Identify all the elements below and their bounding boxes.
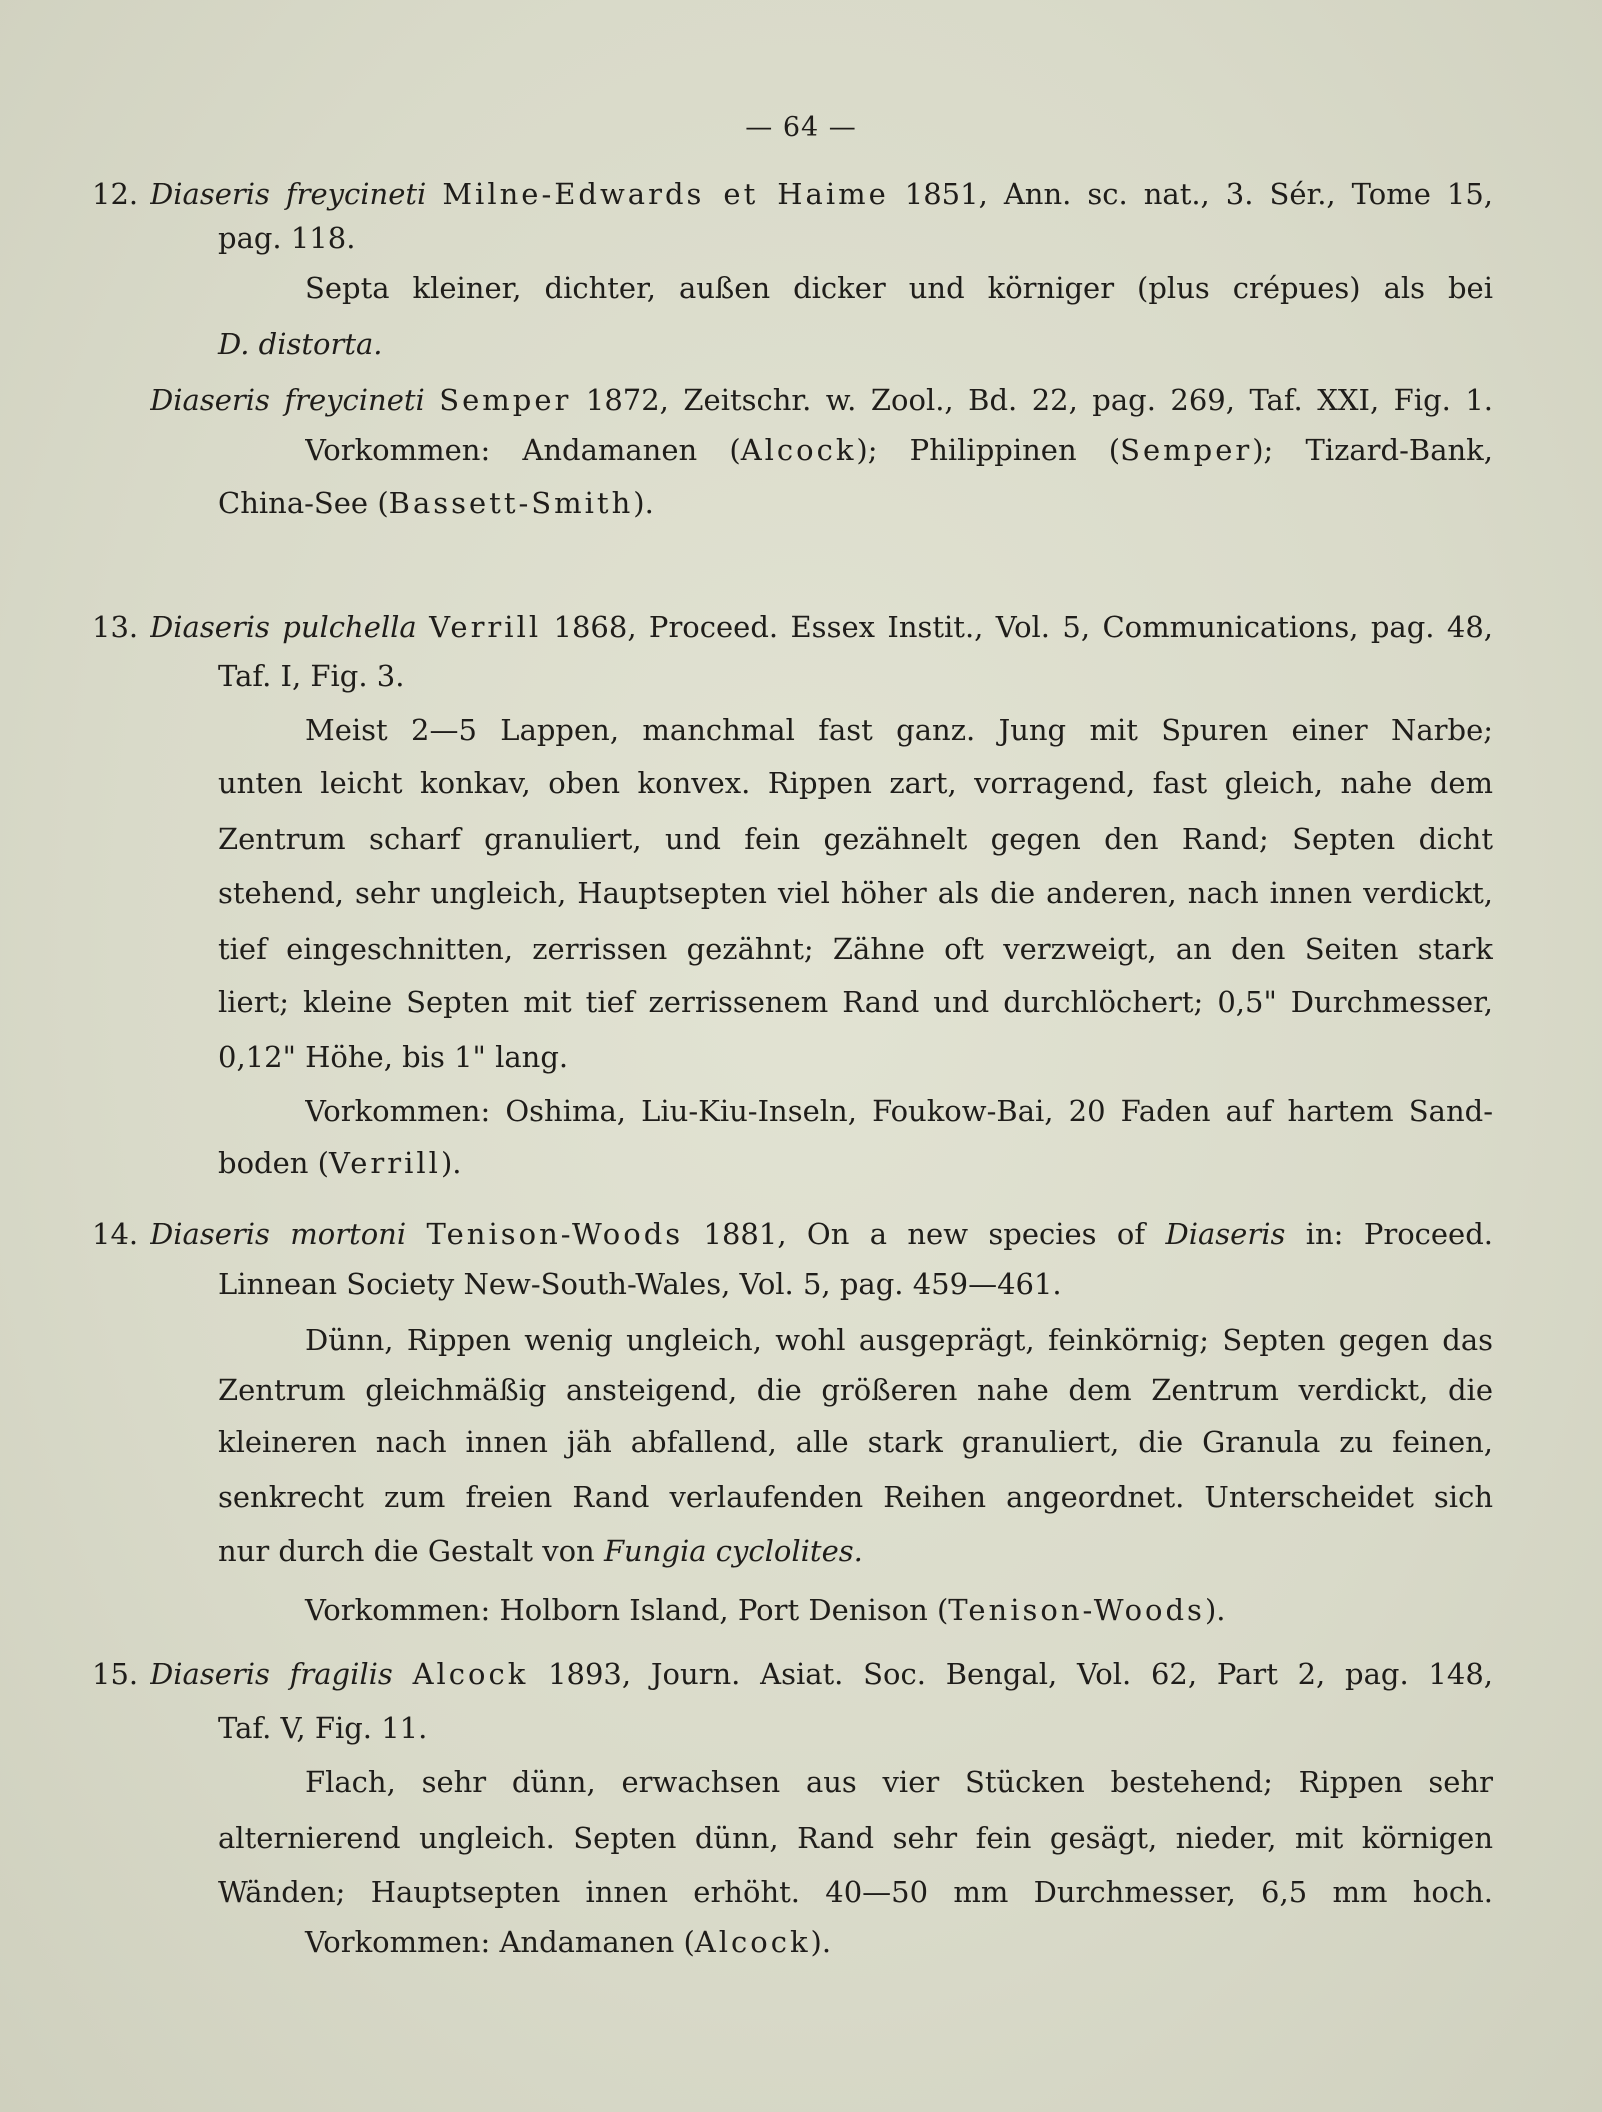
text-run: stehend, sehr ungleich, Hauptsepten viel höher als die anderen, nach innen verdickt, xyxy=(218,876,1493,910)
line-text xyxy=(218,220,355,256)
text-run: 1893, Journ. Asiat. Soc. Bengal, Vol. 62, Part 2, pag. 148, xyxy=(528,1657,1493,1691)
line-text xyxy=(218,1479,1493,1515)
text-run xyxy=(406,1217,426,1251)
line-text xyxy=(305,712,1493,748)
text-run: ); Philippinen ( xyxy=(856,433,1121,467)
entry-number: 15. xyxy=(92,1657,139,1691)
text-run: ). xyxy=(633,486,654,520)
line-text xyxy=(218,326,383,362)
line-text xyxy=(150,176,1493,212)
italic-text: D. distorta. xyxy=(218,327,383,361)
author-name: Verrill xyxy=(429,610,542,644)
text-run: Meist 2—5 Lappen, manchmal fast ganz. Jung mit Spuren einer Narbe; xyxy=(305,713,1493,747)
text-run xyxy=(426,177,442,211)
text-run: Vorkommen: Holborn Island, Port Denison ( xyxy=(305,1593,949,1627)
line-text xyxy=(305,1322,1493,1358)
text-run: alternierend ungleich. Septen dünn, Rand sehr fein gesägt, nieder, mit körnigen xyxy=(218,1821,1493,1855)
text-run: Vorkommen: Oshima, Liu-Kiu-Inseln, Foukow-Bai, 20 Faden auf hartem Sand- xyxy=(305,1094,1493,1128)
line-text xyxy=(150,382,1493,418)
line-text xyxy=(218,875,1493,911)
entry-number: 13. xyxy=(92,610,139,644)
line-text xyxy=(218,931,1493,967)
author-name: Alcock xyxy=(412,1657,529,1691)
line-text xyxy=(150,1216,1493,1252)
text-run: 1872, Zeitschr. w. Zool., Bd. 22, pag. 269, Taf. XXI, Fig. 1. xyxy=(571,383,1493,417)
text-run: unten leicht konkav, oben konvex. Rippen zart, vorragend, fast gleich, nahe dem xyxy=(218,766,1493,800)
line-text xyxy=(218,1710,427,1746)
author-name: Milne-Edwards et Haime xyxy=(442,177,889,211)
italic-text: Diaseris fragilis xyxy=(150,1657,393,1691)
text-run: Taf. I, Fig. 3. xyxy=(218,659,405,693)
author-name: Tenison-Woods xyxy=(426,1217,684,1251)
line-text xyxy=(218,1533,863,1569)
text-run: Linnean Society New-South-Wales, Vol. 5, pag. 459—461. xyxy=(218,1267,1062,1301)
text-run: Wänden; Hauptsepten innen erhöht. 40—50 mm Durchmesser, 6,5 mm hoch. xyxy=(218,1875,1493,1909)
text-run: in: Proceed. xyxy=(1285,1217,1493,1251)
line-text xyxy=(150,609,1493,645)
text-run: Zentrum scharf granuliert, und fein gezähnelt gegen den Rand; Septen dicht xyxy=(218,822,1493,856)
line-text xyxy=(218,485,654,521)
text-run: boden ( xyxy=(218,1146,329,1180)
text-run: Flach, sehr dünn, erwachsen aus vier Stücken bestehend; Rippen sehr xyxy=(305,1765,1493,1799)
text-run: 0,12" Höhe, bis 1" lang. xyxy=(218,1040,569,1074)
line-text xyxy=(218,1820,1493,1856)
line-text xyxy=(305,1924,831,1960)
text-run: Vorkommen: Andamanen ( xyxy=(305,1925,695,1959)
line-text xyxy=(305,432,1493,468)
text-run: ); Tizard-Bank, xyxy=(1252,433,1493,467)
author-name: Alcock xyxy=(694,1925,811,1959)
entry-number: 12. xyxy=(92,177,139,211)
author-name: Semper xyxy=(439,383,572,417)
line-text xyxy=(218,1039,568,1075)
author-name: Tenison-Woods xyxy=(948,1593,1205,1627)
text-run: ). xyxy=(810,1925,832,1959)
line-text xyxy=(305,1093,1493,1129)
text-run: nur durch die Gestalt von xyxy=(218,1534,604,1568)
line-text xyxy=(218,1372,1493,1408)
text-run: tief eingeschnitten, zerrissen gezähnt; Zähne oft verzweigt, an den Seiten stark xyxy=(218,932,1493,966)
italic-text: Diaseris freycineti xyxy=(150,383,425,417)
line-text xyxy=(305,1592,1226,1628)
text-run: 1881, On a new species of xyxy=(683,1217,1166,1251)
text-run: senkrecht zum freien Rand verlaufenden Reihen angeordnet. Unterscheidet sich xyxy=(218,1480,1493,1514)
line-text xyxy=(218,821,1493,857)
text-run xyxy=(393,1657,413,1691)
text-run: Dünn, Rippen wenig ungleich, wohl ausgeprägt, feinkörnig; Septen gegen das xyxy=(305,1323,1493,1357)
italic-text: Diaseris pulchella xyxy=(150,610,417,644)
author-name: Alcock xyxy=(740,433,857,467)
italic-text: Diaseris xyxy=(1165,1217,1286,1251)
entry-number: 14. xyxy=(92,1217,139,1251)
line-text xyxy=(218,1874,1493,1910)
text-run: 1851, Ann. sc. nat., 3. Sér., Tome 15, xyxy=(888,177,1493,211)
line-text xyxy=(218,1266,1062,1302)
text-run: ). xyxy=(1204,1593,1226,1627)
line-text xyxy=(218,765,1493,801)
line-text xyxy=(218,658,404,694)
text-run: Vorkommen: Andamanen ( xyxy=(305,433,741,467)
text-run xyxy=(417,610,429,644)
text-run: liert; kleine Septen mit tief zerrissenem Rand und durchlöchert; 0,5" Durchmesser, xyxy=(218,985,1493,1019)
text-run: Zentrum gleichmäßig ansteigend, die größeren nahe dem Zentrum verdickt, die xyxy=(218,1373,1493,1407)
italic-text: Diaseris freycineti xyxy=(150,177,427,211)
text-run: Taf. V, Fig. 11. xyxy=(218,1711,428,1745)
author-name: Semper xyxy=(1120,433,1253,467)
author-name: Bassett-Smith xyxy=(388,486,634,520)
text-run: Septa kleiner, dichter, außen dicker und körniger (plus crépues) als bei xyxy=(305,271,1493,305)
text-run: 1868, Proceed. Essex Instit., Vol. 5, Communications, pag. 48, xyxy=(541,610,1493,644)
text-run: kleineren nach innen jäh abfallend, alle stark granuliert, die Granula zu feinen, xyxy=(218,1425,1493,1459)
page-number: — 64 — xyxy=(745,112,857,143)
italic-text: Fungia cyclolites. xyxy=(603,1534,863,1568)
line-text xyxy=(150,1656,1493,1692)
line-text xyxy=(218,1424,1493,1460)
line-text xyxy=(218,984,1493,1020)
text-run: ). xyxy=(440,1146,462,1180)
text-run xyxy=(425,383,439,417)
line-text xyxy=(305,270,1493,306)
line-text xyxy=(305,1764,1493,1800)
text-run: pag. 118. xyxy=(218,221,356,255)
text-run: China-See ( xyxy=(218,486,389,520)
italic-text: Diaseris mortoni xyxy=(150,1217,407,1251)
line-text xyxy=(218,1145,462,1181)
author-name: Verrill xyxy=(328,1146,441,1180)
